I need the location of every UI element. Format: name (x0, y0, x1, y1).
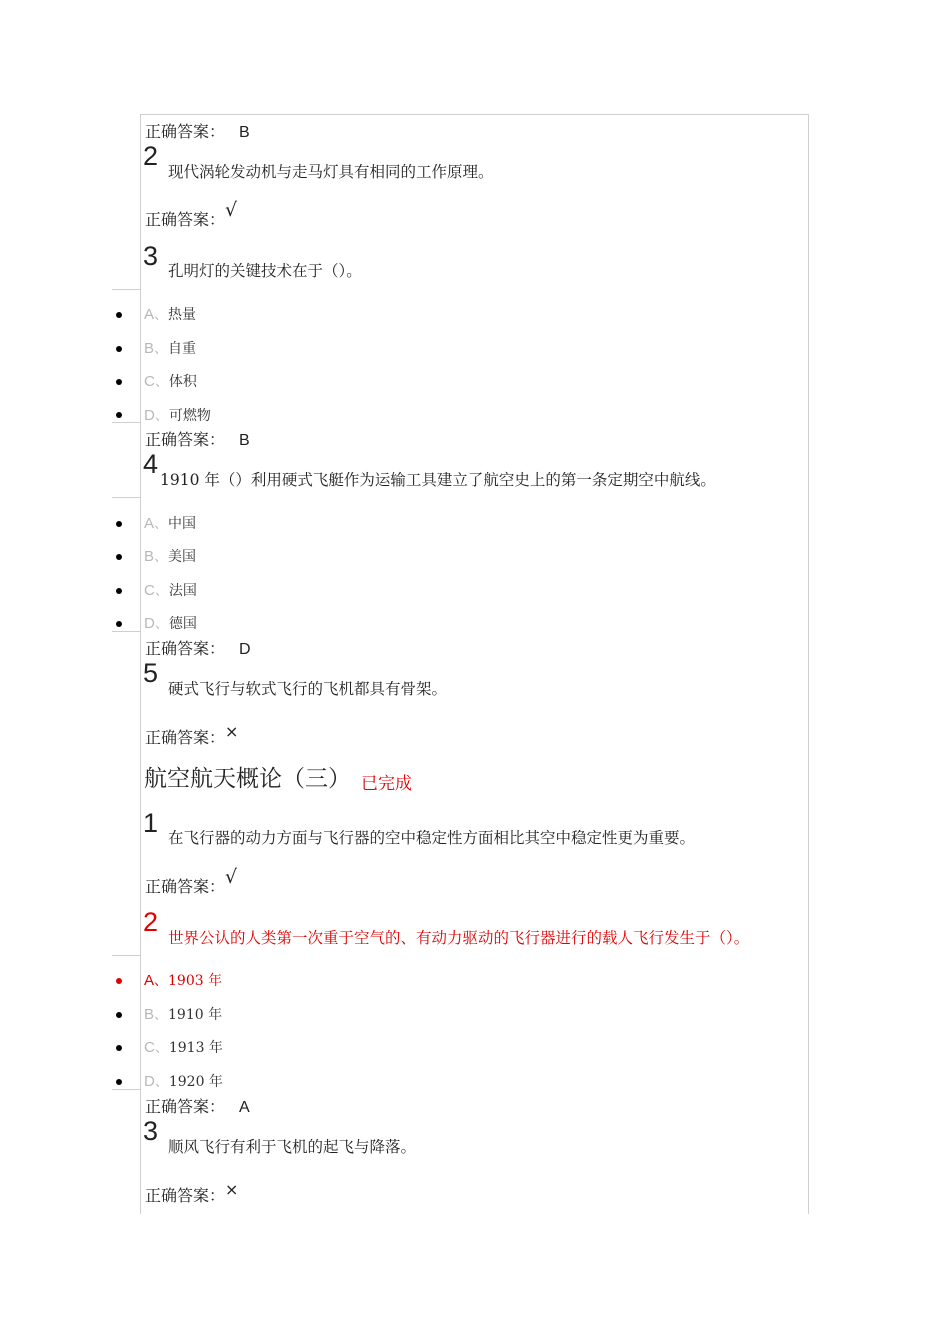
answer-row (145, 866, 238, 897)
option-item[interactable]: D、1920 年 (144, 1073, 223, 1090)
content-frame-left (140, 114, 141, 1214)
answer-label: 正确答案： (145, 210, 226, 229)
answer-label: 正确答案： (145, 430, 226, 449)
option-bullet (116, 1012, 122, 1018)
answer-cross-icon: × (225, 1180, 239, 1199)
section-header (144, 760, 412, 793)
option-item[interactable]: C、体积 (144, 373, 197, 390)
option-bullet (116, 412, 122, 418)
option-bullet (116, 588, 122, 594)
question-text: 硬式飞行与软式飞行的飞机都具有骨架。 (168, 680, 448, 698)
option-bullet (116, 554, 122, 560)
option-bullet (116, 978, 122, 984)
option-list-divider (112, 497, 141, 498)
option-list-divider (112, 955, 141, 956)
option-bullet (116, 346, 122, 352)
answer-label: 正确答案： (145, 877, 226, 896)
status-badge: 已完成 (361, 774, 412, 794)
option-list-divider (112, 422, 141, 423)
option-item[interactable]: C、1913 年 (144, 1039, 223, 1056)
answer-value: A (239, 1099, 250, 1116)
question-number: 4 (143, 449, 159, 479)
answer-label: 正确答案： (145, 639, 226, 658)
answer-label: 正确答案： (145, 1186, 226, 1205)
option-bullet (116, 379, 122, 385)
question-number: 1 (143, 808, 159, 838)
question-text: 在飞行器的动力方面与飞行器的空中稳定性方面相比其空中稳定性更为重要。 (168, 829, 696, 847)
answer-label: 正确答案： (145, 122, 226, 141)
answer-value: D (239, 641, 251, 658)
question-text: 现代涡轮发动机与走马灯具有相同的工作原理。 (168, 163, 494, 181)
option-list-divider (112, 1089, 141, 1090)
option-bullet (116, 1079, 122, 1085)
answer-check-icon: √ (225, 199, 238, 221)
option-bullet (116, 1045, 122, 1051)
answer-row (145, 1094, 250, 1117)
option-item[interactable]: B、1910 年 (144, 1006, 223, 1023)
option-item[interactable]: D、可燃物 (144, 407, 211, 424)
content-frame-top (140, 114, 809, 115)
question-text: 1910 年（）利用硬式飞艇作为运输工具建立了航空史上的第一条定期空中航线。 (160, 471, 716, 489)
option-list-divider (112, 631, 141, 632)
section-title: 航空航天概论（三） (144, 766, 351, 792)
question-text: 顺风飞行有利于飞机的起飞与降落。 (168, 1138, 417, 1156)
option-item-selected[interactable]: A、1903 年 (144, 972, 223, 989)
answer-row (145, 119, 250, 142)
question-number: 2 (143, 141, 159, 171)
answer-row (145, 1180, 239, 1206)
option-bullet (116, 621, 122, 627)
answer-check-icon: √ (225, 866, 238, 888)
option-item[interactable]: B、美国 (144, 548, 197, 565)
answer-label: 正确答案： (145, 1097, 226, 1116)
question-text: 孔明灯的关键技术在于（）。 (168, 262, 362, 280)
question-number: 5 (143, 658, 159, 688)
answer-cross-icon: × (225, 722, 239, 741)
option-list-divider (112, 289, 141, 290)
answer-row (145, 427, 250, 450)
option-item[interactable]: C、法国 (144, 582, 197, 599)
answer-row (145, 636, 251, 659)
answer-label: 正确答案： (145, 728, 226, 747)
answer-row (145, 199, 238, 230)
question-text: 世界公认的人类第一次重于空气的、有动力驱动的飞行器进行的载人飞行发生于（）。 (168, 929, 750, 947)
option-item[interactable]: A、热量 (144, 306, 197, 323)
content-frame-right (808, 114, 809, 1214)
option-item[interactable]: B、自重 (144, 340, 197, 357)
question-number: 3 (143, 241, 159, 271)
option-item[interactable]: A、中国 (144, 515, 197, 532)
question-number: 2 (143, 907, 159, 937)
answer-value: B (239, 124, 250, 141)
option-bullet (116, 521, 122, 527)
option-bullet (116, 312, 122, 318)
option-item[interactable]: D、德国 (144, 615, 197, 632)
answer-value: B (239, 432, 250, 449)
answer-row (145, 722, 239, 748)
question-number: 3 (143, 1116, 159, 1146)
